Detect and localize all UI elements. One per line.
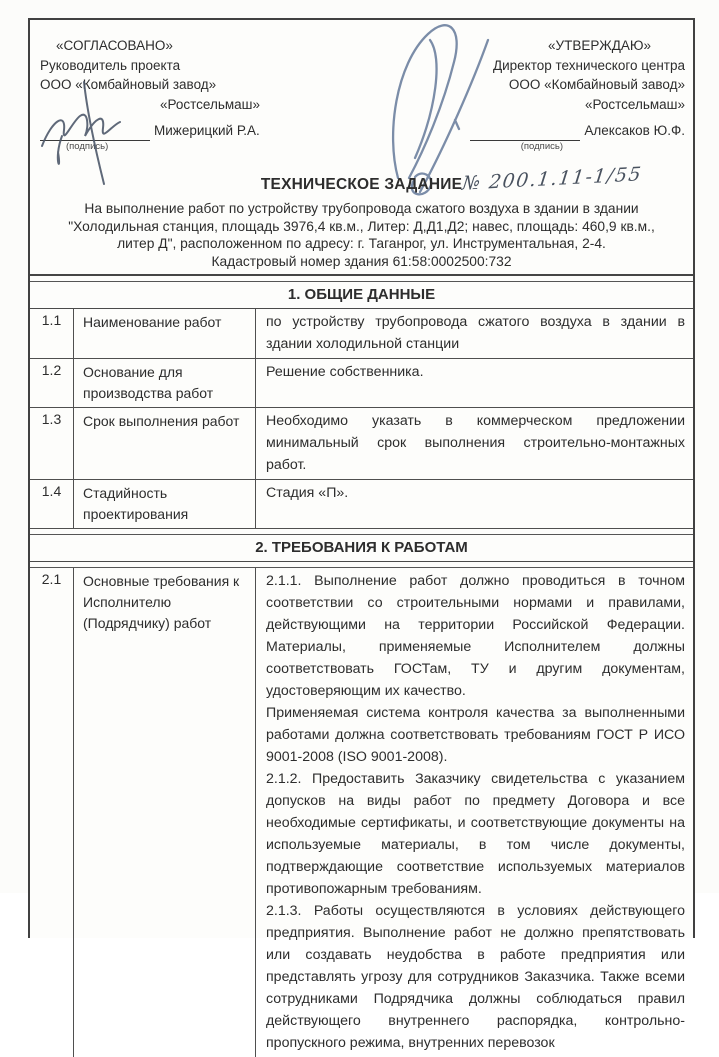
agreed-company: ООО «Комбайновый завод» xyxy=(40,77,217,92)
intro-paragraph xyxy=(30,200,693,270)
row-value-cell: Решение собственника. xyxy=(266,364,424,380)
agreed-title: «СОГЛАСОВАНО» xyxy=(56,38,173,53)
document-border-frame xyxy=(28,18,695,1051)
agreed-signer-name: Мижерицкий Р.А. xyxy=(154,123,260,138)
approve-block xyxy=(449,36,685,153)
section1-header: 1. ОБЩИЕ ДАННЫЕ xyxy=(30,282,693,309)
approve-company2: «Ростсельмаш» xyxy=(584,96,685,112)
row-value-cell: Стадия «П». xyxy=(266,485,349,501)
approve-title: «УТВЕРЖДАЮ» xyxy=(548,38,651,53)
approve-signature-row xyxy=(449,121,685,141)
row-label-cell: Наименование работ xyxy=(74,309,256,358)
agreed-signature-row xyxy=(40,121,272,141)
page-title: ТЕХНИЧЕСКОЕ ЗАДАНИЕ xyxy=(260,176,463,193)
row-number-cell: 1.2 xyxy=(30,359,74,407)
header-area xyxy=(30,20,693,160)
row-label-cell: Основание для производства работ xyxy=(74,359,256,407)
row-label-cell: Основные требования к Исполнителю (Подрядчику) работ xyxy=(74,568,256,1057)
intro-line: Кадастровый номер здания 61:58:0002500:732 xyxy=(211,253,512,269)
table-row xyxy=(30,359,693,408)
table-row xyxy=(30,568,693,1057)
agreed-block xyxy=(40,36,272,153)
requirement-paragraph: 2.1.3. Работы осуществляются в условиях действующего предприятия. Выполнение работ не должно препятствовать или создавать неудобства в работе предприятия или представлять угрозу для сотрудников Заказчика. Также всеми сотрудниками Подрядчика должны соблюдаться правил действующего внутреннего распорядка, контрольно-пропускного режима, внутренних перевозок xyxy=(266,903,685,1051)
requirements-table xyxy=(30,274,693,1057)
signature-line xyxy=(470,127,580,141)
intro-line: На выполнение работ по устройству трубопровода сжатого воздуха в здании в здании xyxy=(84,201,639,216)
row-value-cell: Необходимо указать в коммерческом предложении минимальный срок выполнения строительно-монтажных работ. xyxy=(266,413,685,473)
title-row xyxy=(30,163,693,198)
row-value-cell: по устройству трубопровода сжатого воздуха в здании в здании холодильной станции xyxy=(266,314,685,352)
table-row xyxy=(30,309,693,359)
approve-role: Директор технического центра xyxy=(492,57,685,73)
section2-header: 2. ТРЕБОВАНИЯ К РАБОТАМ xyxy=(30,535,693,562)
approve-signer-name: Алексаков Ю.Ф. xyxy=(584,123,685,138)
row-label-cell: Срок выполнения работ xyxy=(74,408,256,479)
table-row xyxy=(30,408,693,480)
intro-line: "Холодильная станция, площадь 3976,4 кв.м., Литер: Д,Д1,Д2; навес, площадь: 460,9 кв.м., xyxy=(68,218,655,234)
handwritten-doc-number: № 200.1.11-1/55 xyxy=(460,163,644,195)
signature-caption: (подпись) xyxy=(66,140,109,152)
row-number-cell: 1.4 xyxy=(30,480,74,528)
approve-company: ООО «Комбайновый завод» xyxy=(508,77,685,92)
signature-caption: (подпись) xyxy=(520,140,563,152)
row-number-cell: 1.1 xyxy=(30,309,74,358)
requirement-paragraph: 2.1.2. Предоставить Заказчику свидетельства с указанием допусков на виды работ по предмету Договора и все необходимые сертификаты, и соответствующие документы на используемые материалы, в том числе документы, подтверждающие соответствие используемых материалов противопожарным требованиям. xyxy=(266,771,685,897)
row-value-cell xyxy=(256,568,693,1057)
agreed-company2: «Ростсельмаш» xyxy=(159,96,260,112)
row-number-cell: 1.3 xyxy=(30,408,74,479)
row-label-cell: Стадийность проектирования xyxy=(74,480,256,528)
requirement-paragraph: 2.1.1. Выполнение работ должно проводиться в точном соответствии со строительными нормами и правилами, действующими на территории Российской Федерации. Материалы, применяемые Исполнителем должны соответствовать ГОСТам, ТУ и другим документам, удостоверяющим их качество. xyxy=(266,573,685,699)
requirement-paragraph: Применяемая система контроля качества за выполненными работами должна соответствовать требованиям ГОСТ Р ИСО 9001-2008 (ISO 9001-2008). xyxy=(266,705,685,765)
agreed-role: Руководитель проекта xyxy=(40,57,181,73)
signature-line xyxy=(40,127,150,141)
intro-line: литер Д", расположенном по адресу: г. Таганрог, ул. Инструментальная, 2-4. xyxy=(117,236,606,251)
row-number-cell: 2.1 xyxy=(30,568,74,1057)
table-row xyxy=(30,480,693,529)
